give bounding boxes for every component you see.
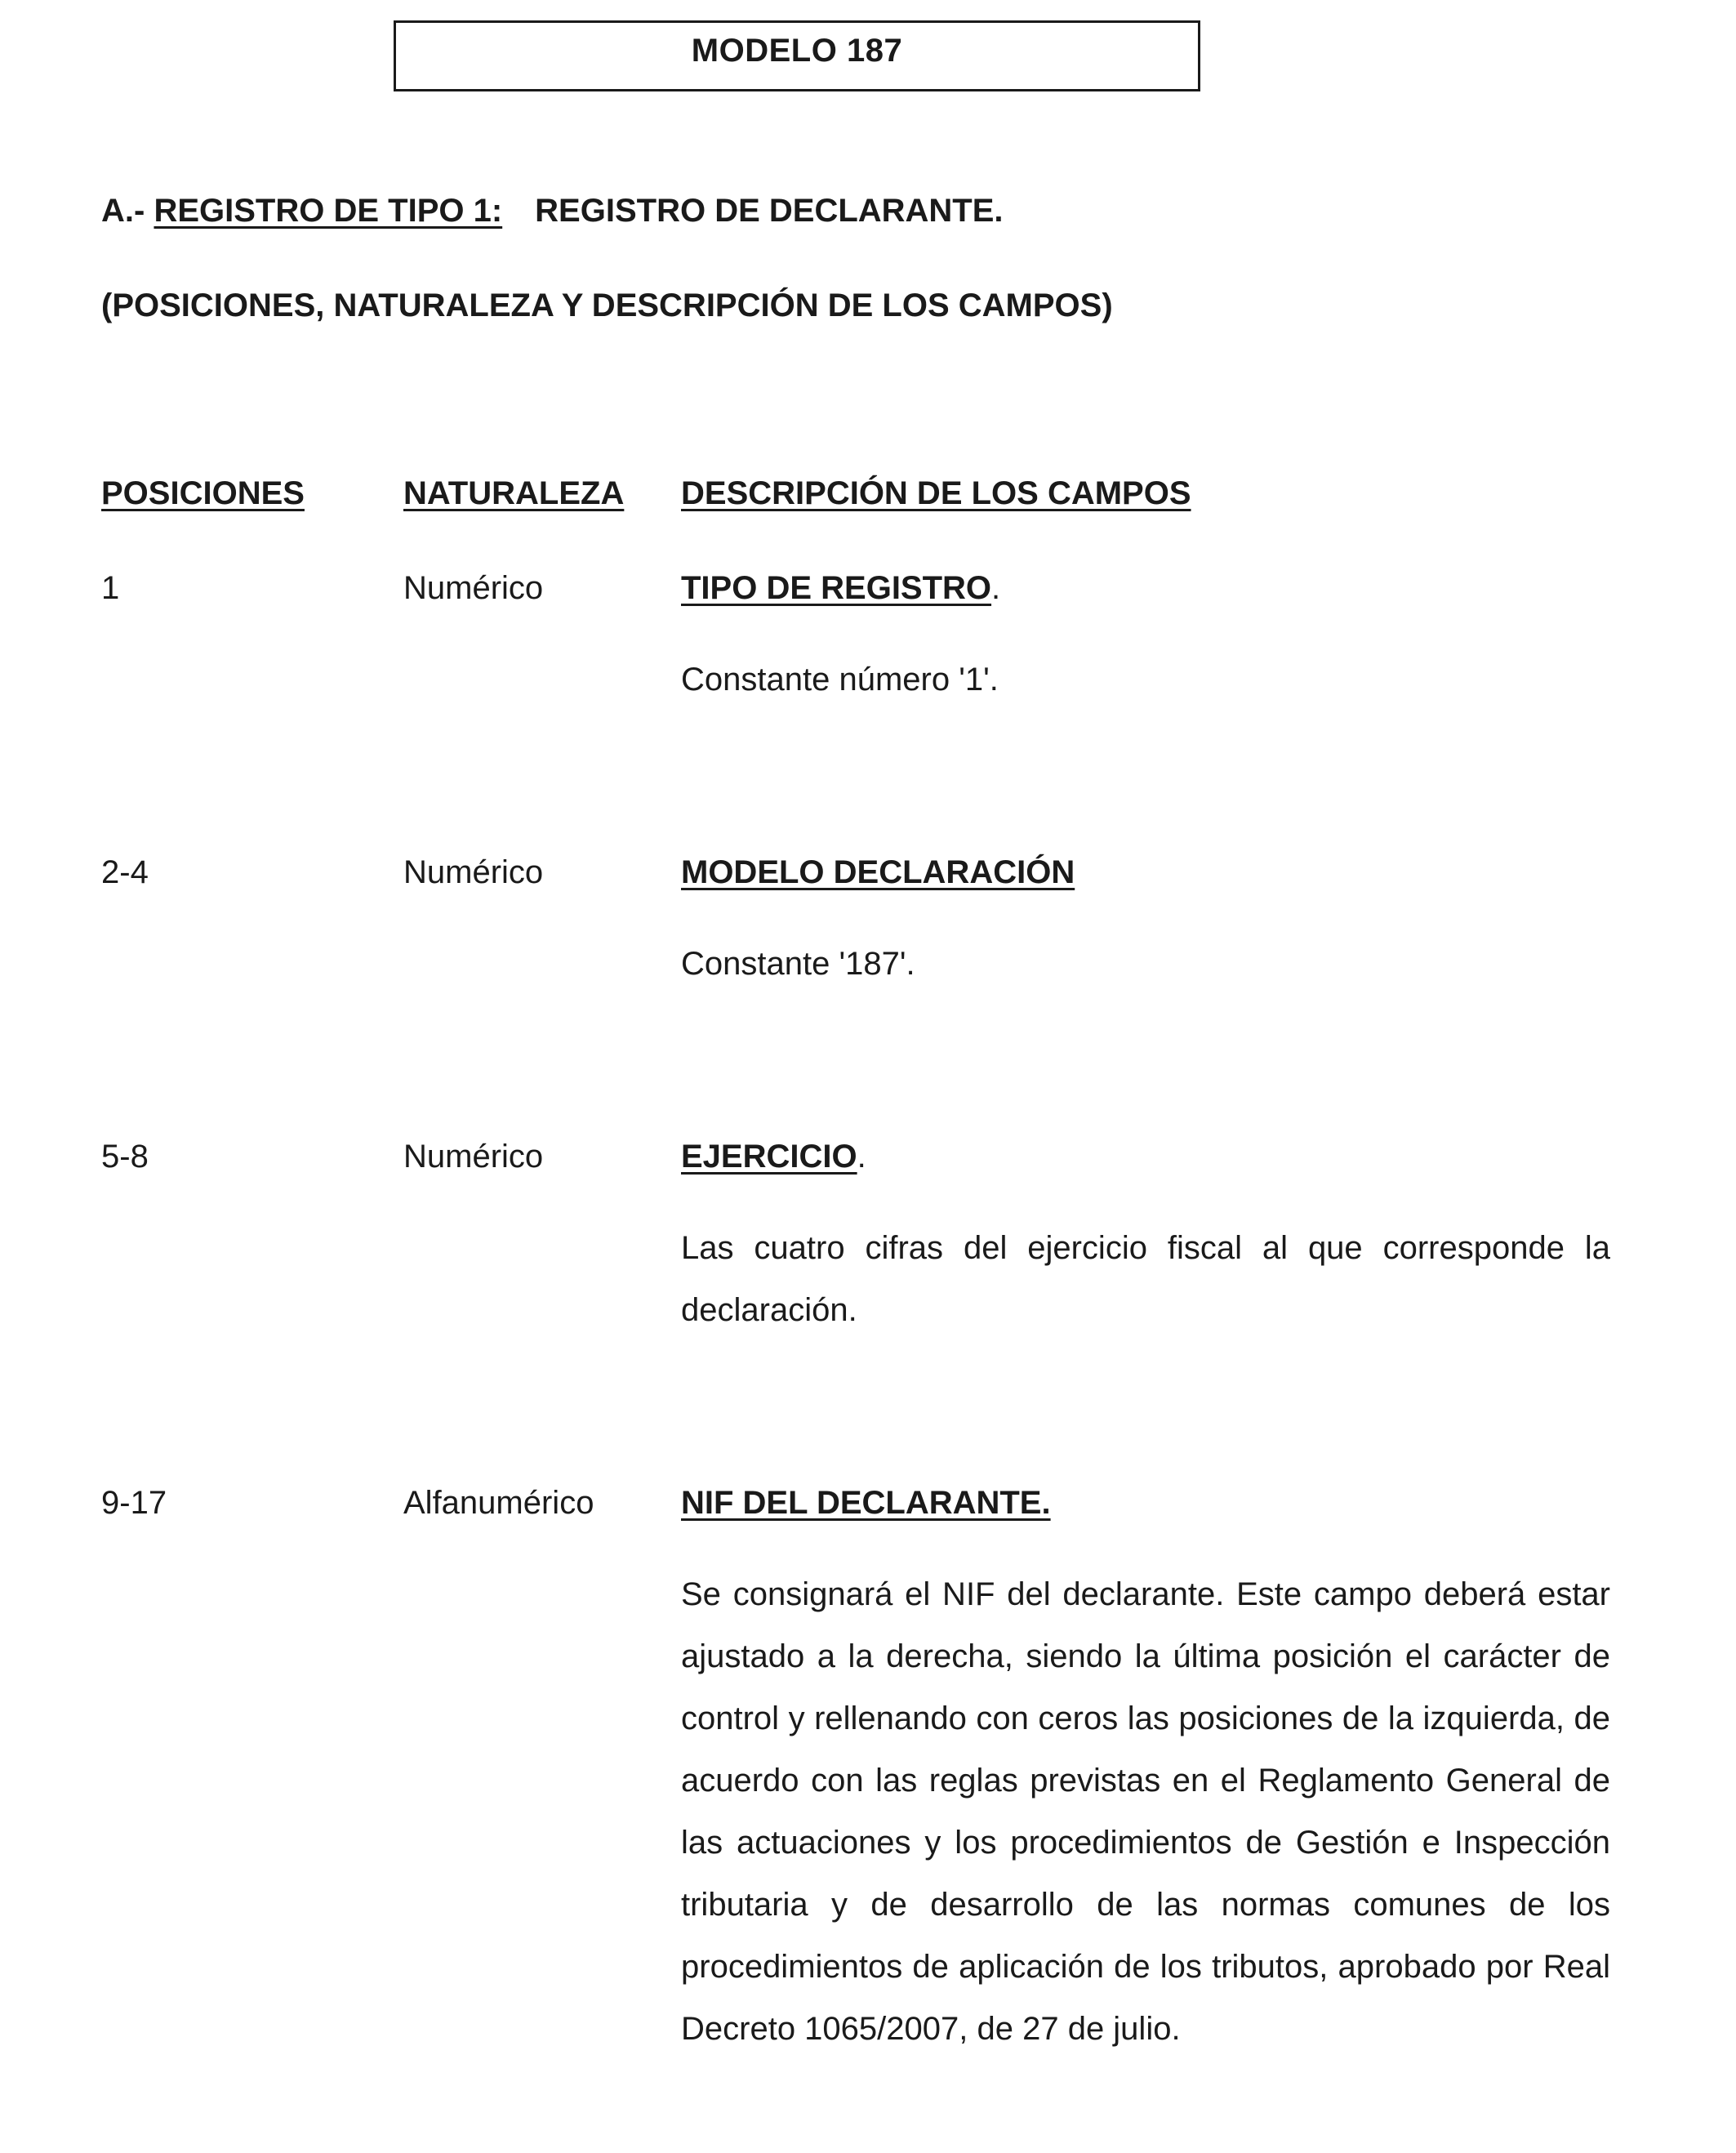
field-name-suffix: . xyxy=(857,1139,866,1175)
field-name xyxy=(681,1139,866,1175)
column-header-nature: NATURALEZA xyxy=(403,475,625,511)
document-title: MODELO 187 xyxy=(394,20,1200,91)
field-name xyxy=(681,570,1000,607)
field-name xyxy=(681,1485,1051,1522)
section-prefix: A.- xyxy=(101,193,145,229)
section-heading xyxy=(101,193,1004,230)
field-nature: Numérico xyxy=(403,854,544,890)
field-description: Constante número '1'. xyxy=(681,662,999,698)
field-name-text: NIF DEL DECLARANTE. xyxy=(681,1485,1051,1521)
record-type-label: REGISTRO DE TIPO 1: xyxy=(154,193,503,229)
field-name-text: EJERCICIO xyxy=(681,1139,857,1175)
field-description: Constante '187'. xyxy=(681,946,915,982)
field-positions: 2-4 xyxy=(101,854,149,890)
field-positions: 1 xyxy=(101,570,120,606)
field-name-text: MODELO DECLARACIÓN xyxy=(681,854,1075,890)
field-positions: 5-8 xyxy=(101,1139,149,1175)
field-nature: Numérico xyxy=(403,570,544,606)
section-subtitle: (POSICIONES, NATURALEZA Y DESCRIPCIÓN DE LOS CAMPOS) xyxy=(101,288,1113,323)
field-description: Se consignará el NIF del declarante. Este campo deberá estar ajustado a la derecha, siendo la última posición el carácter de control y rellenando con ceros las posiciones de la izquierda, de acuerdo con las reglas previstas en el Reglamento General de las actuaciones y los procedimientos de Gestión e Inspección tributaria y de desarrollo de las normas comunes de los procedimientos de aplicación de los tributos, aprobado por Real Decreto 1065/2007, de 27 de julio. xyxy=(681,1576,1610,2047)
field-name-text: TIPO DE REGISTRO xyxy=(681,570,992,606)
record-name-label: REGISTRO DE DECLARANTE. xyxy=(535,193,1004,229)
field-name xyxy=(681,854,1075,891)
field-nature: Numérico xyxy=(403,1139,544,1175)
field-name-suffix: . xyxy=(991,570,1001,606)
column-header-positions: POSICIONES xyxy=(101,475,305,511)
field-nature: Alfanumérico xyxy=(403,1485,594,1521)
field-positions: 9-17 xyxy=(101,1485,167,1521)
field-description: Las cuatro cifras del ejercicio fiscal al que corresponde la declaración. xyxy=(681,1230,1610,1328)
column-header-description: DESCRIPCIÓN DE LOS CAMPOS xyxy=(681,475,1191,511)
